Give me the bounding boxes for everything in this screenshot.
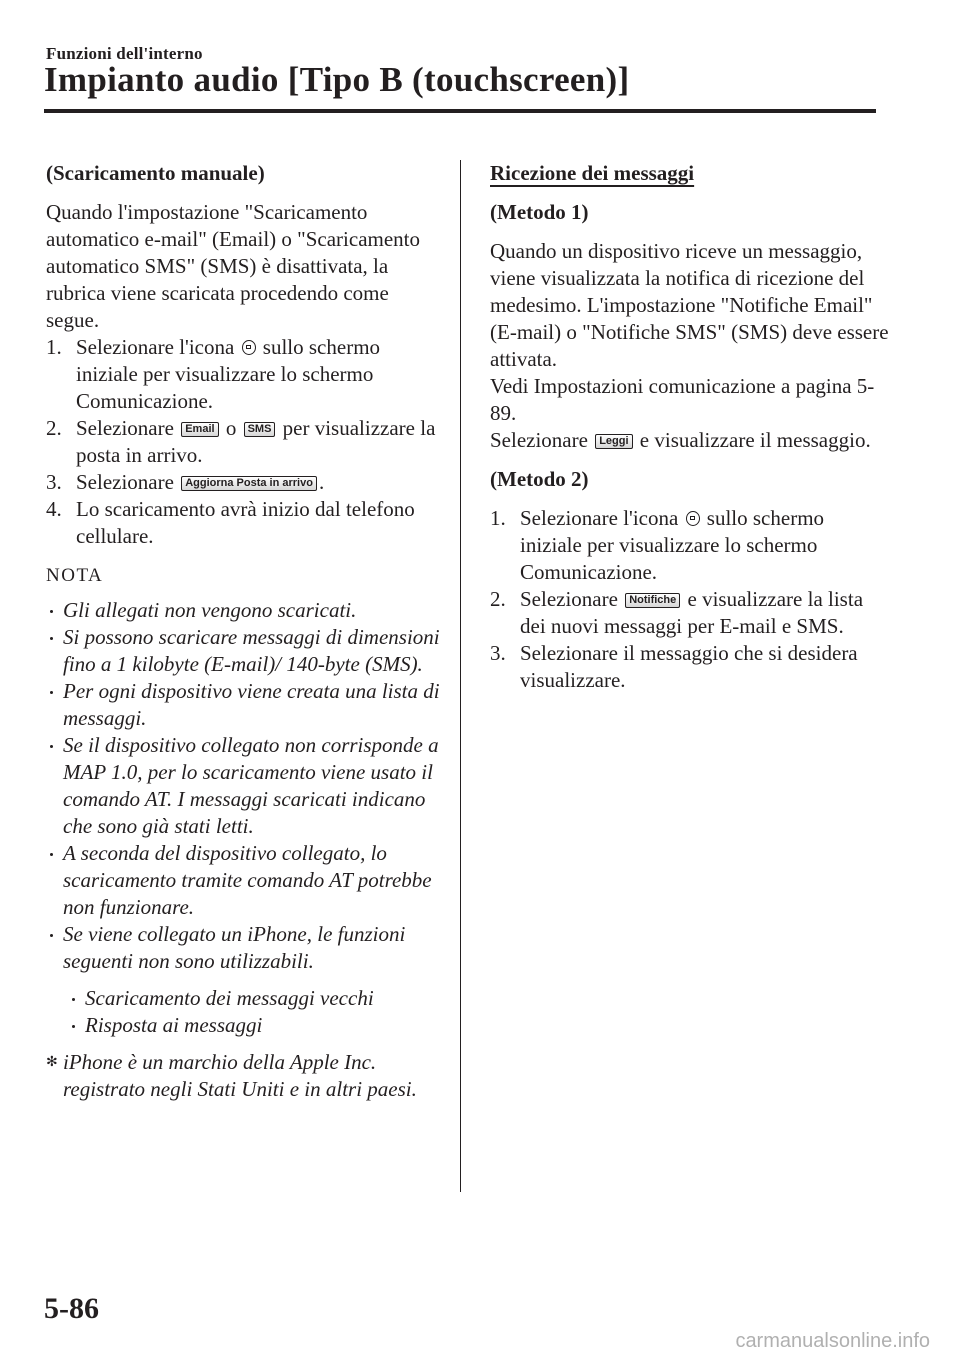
- step-text: e visualizzare la lista dei nuovi messaggi per E-mail e SMS.: [520, 587, 864, 638]
- method-2-label: (Metodo 2): [490, 467, 589, 491]
- trademark-footnote: [46, 1049, 446, 1103]
- method-1-select: [490, 427, 890, 454]
- step-text: Lo scaricamento avrà inizio dal telefono cellulare.: [76, 497, 415, 548]
- step-2: [46, 415, 446, 469]
- asterisk-mark: ✻: [46, 1055, 58, 1070]
- step-number: 3.: [490, 641, 506, 665]
- receiving-messages-heading: Ricezione dei messaggi: [490, 161, 695, 185]
- step-text: o: [225, 416, 237, 440]
- note-bullet: Se viene collegato un iPhone, le funzioni seguenti non sono utilizzabili.: [46, 921, 446, 975]
- email-button: Email: [181, 422, 218, 437]
- step-text: sullo schermo iniziale per visualizzare lo schermo Comunicazione.: [520, 506, 825, 584]
- step-text: Selezionare: [76, 416, 174, 440]
- step-1: [46, 334, 446, 415]
- select-text: Selezionare: [490, 428, 588, 452]
- step-number: 3.: [46, 470, 62, 494]
- step-text: .: [318, 470, 325, 494]
- title-rule: [44, 109, 876, 113]
- refresh-inbox-button: Aggiorna Posta in arrivo: [181, 476, 317, 491]
- note-bullet: Se il dispositivo collegato non corrisponde a MAP 1.0, per lo scaricamento viene usato il comando AT. I messaggi scaricati indicano che sono già stati letti.: [46, 732, 446, 840]
- method-2-step-3: [490, 640, 890, 694]
- step-3: [46, 469, 446, 496]
- step-number: 4.: [46, 497, 62, 521]
- step-text: Selezionare l'icona: [76, 335, 235, 359]
- method-2-step-1: [490, 505, 890, 586]
- watermark: carmanualsonline.info: [735, 1330, 930, 1352]
- column-divider: [460, 160, 461, 1192]
- note-sub-bullet: Scaricamento dei messaggi vecchi: [68, 985, 446, 1012]
- manual-download-heading: (Scaricamento manuale): [46, 161, 265, 185]
- manual-download-intro: Quando l'impostazione "Scaricamento automatico e-mail" (Email) o "Scaricamento automatico SMS" (SMS) è disattivata, la rubrica viene scaricata procedendo come segue.: [46, 200, 421, 332]
- communication-icon: [686, 511, 700, 526]
- page-number: 5-86: [44, 1292, 99, 1325]
- step-text: sullo schermo iniziale per visualizzare lo schermo Comunicazione.: [76, 335, 381, 413]
- note-bullet: Per ogni dispositivo viene creata una lista di messaggi.: [46, 678, 446, 732]
- read-button: Leggi: [595, 434, 632, 449]
- section-label: Funzioni dell'interno: [46, 44, 203, 63]
- note-label: NOTA: [46, 565, 104, 586]
- step-text: Selezionare: [520, 587, 618, 611]
- sms-button: SMS: [244, 422, 276, 437]
- page-title: Impianto audio [Tipo B (touchscreen)]: [44, 60, 630, 99]
- step-text: Selezionare l'icona: [520, 506, 679, 530]
- method-1-label: (Metodo 1): [490, 200, 589, 224]
- note-bullet: A seconda del dispositivo collegato, lo scaricamento tramite comando AT potrebbe non funzionare.: [46, 840, 446, 921]
- method-1-text: Quando un dispositivo riceve un messaggio, viene visualizzata la notifica di ricezione del medesimo. L'impostazione "Notifiche Email" (E-mail) o "Notifiche SMS" (SMS) deve essere attivata.: [490, 239, 889, 371]
- left-column: [46, 160, 446, 1103]
- note-bullet: Gli allegati non vengono scaricati.: [46, 597, 446, 624]
- note-bullet: Si possono scaricare messaggi di dimensioni fino a 1 kilobyte (E-mail)/ 140-byte (SMS).: [46, 624, 446, 678]
- communication-icon: [242, 340, 256, 355]
- step-number: 1.: [46, 335, 62, 359]
- note-sub-bullet: Risposta ai messaggi: [68, 1012, 446, 1039]
- right-column: [490, 160, 890, 694]
- step-number: 1.: [490, 506, 506, 530]
- method-1-reference: Vedi Impostazioni comunicazione a pagina 5-89.: [490, 374, 875, 425]
- notifications-button: Notifiche: [625, 593, 680, 608]
- step-text: Selezionare: [76, 470, 174, 494]
- step-text: per visualizzare la posta in arrivo.: [76, 416, 436, 467]
- step-4: [46, 496, 446, 550]
- step-number: 2.: [490, 587, 506, 611]
- select-text: e visualizzare il messaggio.: [639, 428, 871, 452]
- step-text: Selezionare il messaggio che si desidera visualizzare.: [520, 641, 858, 692]
- step-number: 2.: [46, 416, 62, 440]
- method-2-step-2: [490, 586, 890, 640]
- footnote-text: iPhone è un marchio della Apple Inc. registrato negli Stati Uniti e in altri paesi.: [63, 1050, 417, 1101]
